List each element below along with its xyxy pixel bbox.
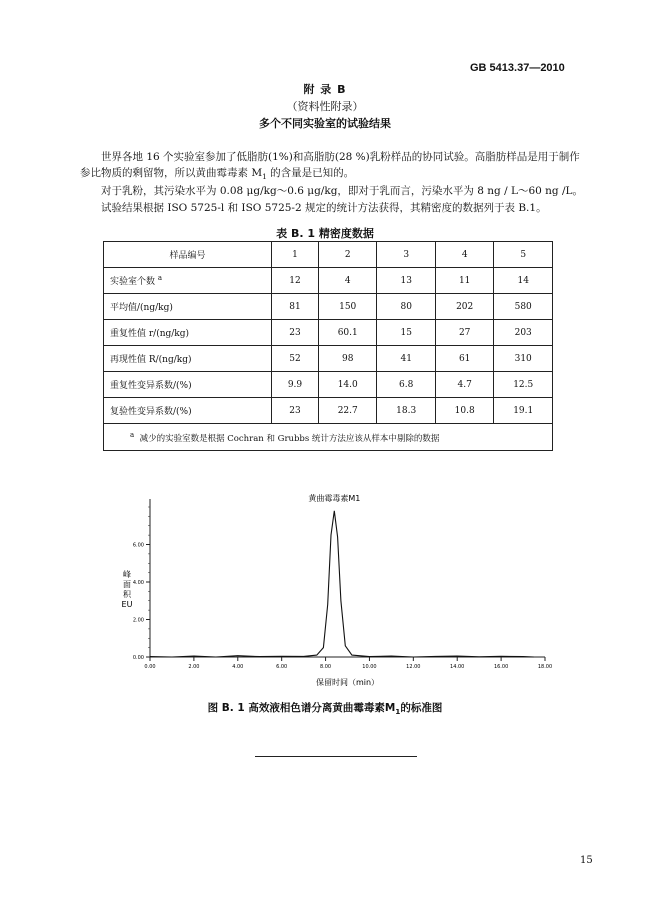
table-row <box>104 346 553 372</box>
figure-caption-suffix: 的标准图 <box>400 702 443 714</box>
paragraph-1-text: 世界各地 16 个实验室参加了低脂肪(1%)和高脂肪(28 %)乳粉样品的协同试验。高脂肪样品是用于制作参比物质的剩留物，所以黄曲霉毒素 M <box>80 151 580 179</box>
row-label: 再现性值 R/(ng/kg) <box>104 346 272 372</box>
table-row <box>104 294 553 320</box>
table-cell: 4.7 <box>435 372 493 398</box>
table-cell: 150 <box>318 294 376 320</box>
table-cell: 310 <box>494 346 553 372</box>
x-tick-label: 12.00 <box>406 664 421 670</box>
table-cell: 11 <box>435 268 493 294</box>
table-cell: 10.8 <box>435 398 493 424</box>
table-footnote <box>104 424 553 451</box>
figure-caption <box>0 700 650 716</box>
row-label: 平均值/(ng/kg) <box>104 294 272 320</box>
y-tick-label: 4.00 <box>132 580 144 586</box>
row-label <box>104 268 272 294</box>
row-label: 重复性变异系数/(%) <box>104 372 272 398</box>
paragraph-3: 试验结果根据 ISO 5725-l 和 ISO 5725-2 规定的统计方法获得，其精密度的数据列于表 B.1。 <box>101 202 547 214</box>
table-row <box>104 268 553 294</box>
table-caption: 表 B. 1 精密度数据 <box>276 227 374 240</box>
table-cell: 6.8 <box>377 372 435 398</box>
table-row <box>104 372 553 398</box>
footnote-marker: a <box>157 274 163 282</box>
end-rule <box>255 756 417 757</box>
table-cell: 12.5 <box>494 372 553 398</box>
row-label-text: 实验室个数 <box>110 277 156 287</box>
y-tick-label: 0.00 <box>132 655 144 661</box>
chromatogram-trace <box>150 511 534 657</box>
x-tick-label: 18.00 <box>537 664 553 670</box>
table-cell: 580 <box>494 294 553 320</box>
table-cell: 19.1 <box>494 398 553 424</box>
row-label: 重复性值 r/(ng/kg) <box>104 320 272 346</box>
x-tick-label: 2.00 <box>188 664 200 670</box>
chromatogram-chart <box>120 482 560 692</box>
table-cell: 61 <box>435 346 493 372</box>
header-col: 3 <box>377 242 435 268</box>
figure-caption-text: 图 B. 1 高效液相色谱分离黄曲霉毒素M <box>207 702 396 714</box>
table-cell: 23 <box>272 398 319 424</box>
table-cell: 4 <box>318 268 376 294</box>
table-cell: 98 <box>318 346 376 372</box>
footnote-text: 减少的实验室数是根据 Cochran 和 Grubbs 统计方法应该从样本中剔除的数据 <box>139 433 440 444</box>
x-tick-label: 14.00 <box>450 664 465 670</box>
x-tick-label: 4.00 <box>232 664 244 670</box>
table-cell: 14.0 <box>318 372 376 398</box>
precision-table <box>103 241 553 451</box>
table-cell: 23 <box>272 320 319 346</box>
figure-caption-subscript: 1 <box>395 707 401 717</box>
header-col: 1 <box>272 242 319 268</box>
table-cell: 14 <box>494 268 553 294</box>
table-cell: 202 <box>435 294 493 320</box>
footnote-marker: a <box>130 430 135 439</box>
table-cell: 15 <box>377 320 435 346</box>
table-cell: 81 <box>272 294 319 320</box>
table-footnote-row <box>104 424 553 451</box>
table-cell: 80 <box>377 294 435 320</box>
table-row <box>104 320 553 346</box>
y-axis-label: 峰面积 EU <box>121 570 133 609</box>
header-label: 样品编号 <box>104 242 272 268</box>
y-tick-label: 6.00 <box>132 542 144 549</box>
annex-title: 多个不同实验室的试验结果 <box>259 117 391 130</box>
table-cell: 203 <box>494 320 553 346</box>
header-col: 2 <box>318 242 376 268</box>
x-tick-label: 16.00 <box>493 664 509 670</box>
x-tick-label: 8.00 <box>319 664 332 670</box>
y-tick-label: 2.00 <box>132 617 144 624</box>
paragraph-1-tail: 的含量是已知的。 <box>266 167 355 179</box>
paragraph-1-subscript: 1 <box>262 172 267 182</box>
annex-label: 附 录 B <box>303 83 347 96</box>
x-tick-label: 6.00 <box>276 664 288 670</box>
paragraph-2: 对于乳粉，其污染水平为 0.08 μg/kg～0.6 μg/kg，即对于乳而言，污染水平为 8 ng / L～60 ng /L。 <box>101 185 583 197</box>
table-cell: 12 <box>272 268 319 294</box>
table-row <box>104 398 553 424</box>
x-tick-label: 0.00 <box>144 664 156 670</box>
standard-number: GB 5413.37—2010 <box>470 62 565 74</box>
header-col: 5 <box>494 242 553 268</box>
table-cell: 18.3 <box>377 398 435 424</box>
page-number: 15 <box>580 855 593 866</box>
table-cell: 41 <box>377 346 435 372</box>
table-cell: 60.1 <box>318 320 376 346</box>
row-label: 复验性变异系数/(%) <box>104 398 272 424</box>
table-cell: 9.9 <box>272 372 319 398</box>
table-header-row <box>104 242 553 268</box>
annex-info: （资料性附录） <box>286 100 364 113</box>
table-cell: 13 <box>377 268 435 294</box>
peak-label: 黄曲霉毒素M1 <box>308 494 361 503</box>
x-axis-label: 保留时间（min） <box>315 678 380 687</box>
table-cell: 22.7 <box>318 398 376 424</box>
table-cell: 52 <box>272 346 319 372</box>
x-tick-label: 10.00 <box>362 664 377 670</box>
paragraph-1 <box>80 149 588 185</box>
header-col: 4 <box>435 242 493 268</box>
table-cell: 27 <box>435 320 493 346</box>
